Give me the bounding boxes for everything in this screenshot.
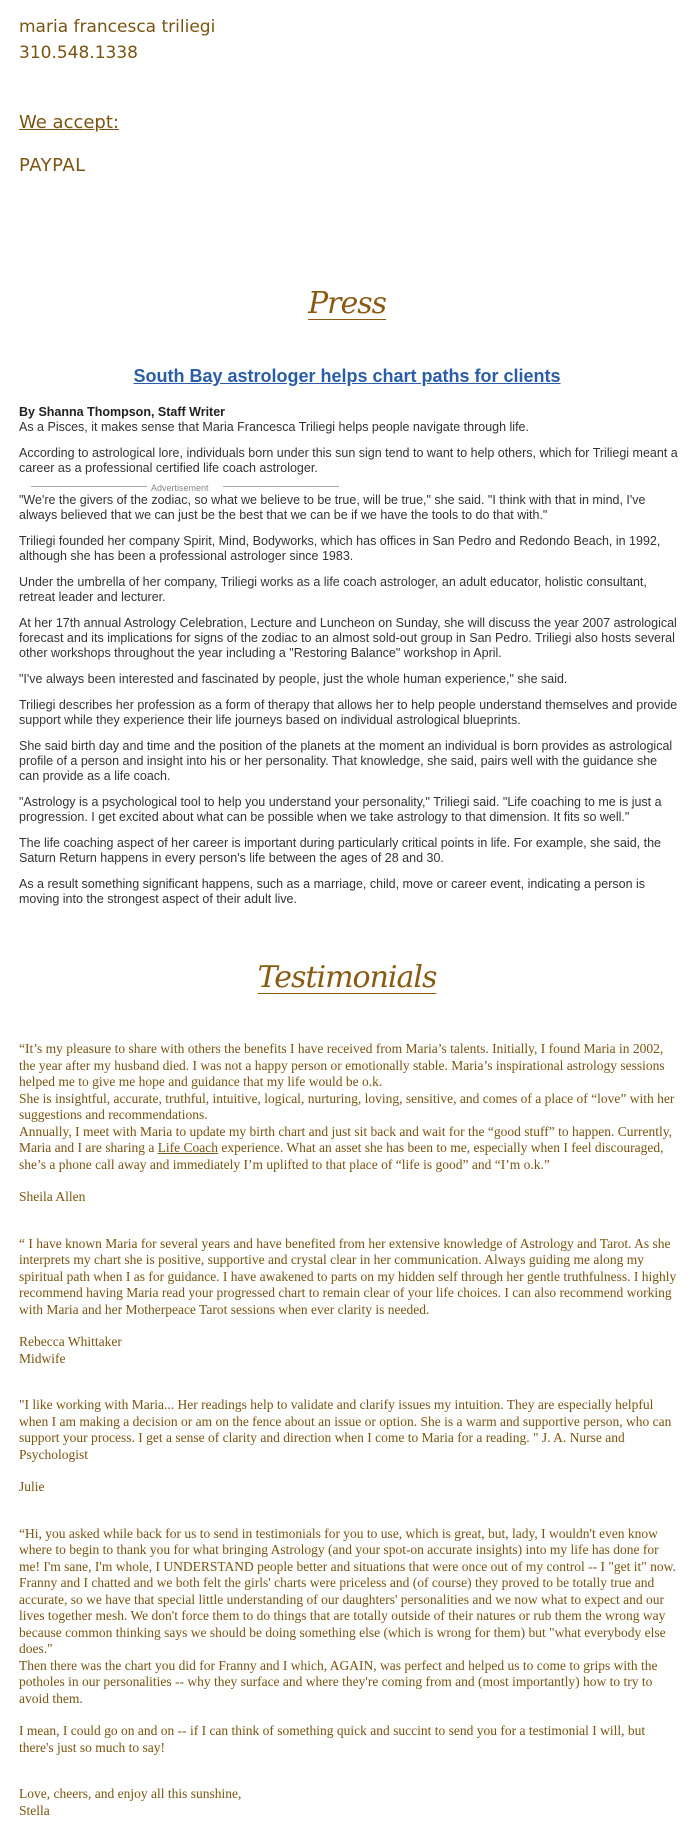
testimonial: [19, 1236, 679, 1368]
article-paragraph: "I've always been interested and fascinated by people, just the whole human experience," she said.: [19, 672, 568, 686]
article-paragraph: According to astrological lore, individuals born under this sun sign tend to want to help others, which for Triliegi meant a career as a professional certified life coach astrologer.: [19, 446, 678, 475]
testimonial: [19, 1397, 679, 1496]
life-coach-link[interactable]: Life Coach: [157, 1140, 219, 1155]
divider-line: [31, 486, 147, 487]
testimonial-author: Julie: [19, 1479, 45, 1494]
article-paragraph: Under the umbrella of her company, Triliegi works as a life coach astrologer, an adult educator, holistic consultant, retreat leader and lecturer.: [19, 575, 647, 604]
testimonial-text: “It’s my pleasure to share with others the benefits I have received from Maria’s talents. Initially, I found Maria in 2002, the year after my husband died. I was not a happy person or emotionally stable. Maria’s inspirational astrology sessions helped me to give me hope and guidance that my life would be o.k. She is insightful, accurate, truthful, intuitive, logical, nurturing, loving, sensitive, and comes of a place of “love” with her suggestions and recommendations. Annually, I meet with Maria to update my birth chart and just sit back and wait for the “good stuff” to happen. Currently, Maria and I are sharing a Life Coach experience. What an asset she has been to me, especially when I feel discouraged, she’s a phone call away and immediately I’m uplifted to that place of “life is good” and “I’m o.k.”: [19, 1041, 675, 1172]
testimonial: [19, 1041, 679, 1206]
testimonial-author-title: Midwife: [19, 1350, 66, 1366]
testimonials-list: [19, 1041, 679, 1819]
testimonial-text: “ I have known Maria for several years and have benefited from her extensive knowledge of Astrology and Tarot. As she interprets my chart she is positive, supportive and crystal clear in her communication. Always guiding me along my spiritual path when I as for guidance. I have awakened to parts on my hidden self through her gentle truthfulness. I highly recommend having Maria read your progressed chart to remain clear of your life choices. I can also recommend working with Maria and her Motherpeace Tarot sessions when ever clarity is needed.: [19, 1235, 677, 1317]
testimonial: [19, 1526, 679, 1820]
press-headline-link[interactable]: South Bay astrologer helps chart paths for clients: [133, 366, 561, 386]
advertisement-divider: [19, 481, 679, 493]
testimonial-author: Sheila Allen: [19, 1189, 86, 1204]
testimonial-text: “Hi, you asked while back for us to send in testimonials for you to use, which is great, but, lady, I wouldn't even know where to begin to thank you for what bringing Astrology (and your spot-on accurate insights) into my life has done for me! I'm sane, I'm whole, I UNDERSTAND people better and situations that were once out of my control -- I "get it" now. Franny and I chatted and we both felt the girls' charts were priceless and (of course) they proved to be totally true and accurate, so we have that special little understanding of our daughters' personalities and we now what to expect and our lives together mesh. We don't force them to do things that are totally outside of their natures or rub them the wrong way because common thinking says we should be doing something else (which is wrong for them) but "what everybody else does." Then there was the chart you did for Franny and I which, AGAIN, was perfect and helped us to come to grips with the potholes in our personalities -- why they surface and where they're coming from and (most importantly) how to try to avoid them.: [19, 1525, 676, 1706]
advertisement-label: Advertisement: [151, 483, 209, 493]
article-paragraph: Triliegi describes her profession as a form of therapy that allows her to help people understand themselves and provide support while they experience their life journeys based on individual astrological blueprints.: [19, 698, 678, 727]
article-byline: By Shanna Thompson, Staff Writer: [19, 405, 226, 419]
article-paragraph: She said birth day and time and the position of the planets at the moment an individual is born provides as astrological profile of a person and insight into his or her personality. That knowledge, she said, pairs well with the guidance she can provide as a life coach.: [19, 739, 673, 783]
article-paragraph: The life coaching aspect of her career is important during particularly critical points in life. For example, she said, the Saturn Return happens in every person's life between the ages of 28 and 30.: [19, 836, 661, 865]
payment-heading: We accept:: [19, 112, 119, 133]
divider-line: [223, 486, 339, 487]
testimonials-section-title: Testimonials: [257, 960, 437, 995]
press-section-title: Press: [307, 286, 387, 321]
contact-block: [19, 14, 215, 66]
testimonial-author: Rebecca Whittaker: [19, 1334, 122, 1349]
testimonial-author: Stella: [19, 1802, 50, 1818]
contact-phone: 310.548.1338: [19, 43, 138, 63]
testimonial-text: "I like working with Maria... Her readings help to validate and clarify issues my intuition. They are especially helpful when I am making a decision or am on the fence about an issue or option. She is a warm and supportive person, who can support your process. I get a sense of clarity and direction when I come to Maria for a reading. " J. A. Nurse and Psychologist: [19, 1397, 672, 1462]
testimonial-text: I mean, I could go on and on -- if I can think of something quick and succint to send you for a testimonial I will, but there's just so much to say!: [19, 1723, 646, 1755]
press-article: [19, 405, 679, 918]
article-paragraph: "Astrology is a psychological tool to help you understand your personality," Triliegi said. "Life coaching to me is just a progression. I get excited about what can be possible when we take astrology to that dimension. It fits so well.": [19, 795, 662, 824]
payment-method: PAYPAL: [19, 155, 86, 176]
contact-name: maria francesca triliegi: [19, 17, 216, 37]
article-paragraph: Triliegi founded her company Spirit, Mind, Bodyworks, which has offices in San Pedro and Redondo Beach, in 1992, although she has been a professional astrologer since 1983.: [19, 534, 661, 563]
article-paragraph: As a Pisces, it makes sense that Maria Francesca Triliegi helps people navigate through life.: [19, 420, 529, 434]
testimonial-closing: Love, cheers, and enjoy all this sunshine,: [19, 1786, 242, 1801]
article-paragraph: As a result something significant happens, such as a marriage, child, move or career event, indicating a person is moving into the strongest aspect of their adult live.: [19, 877, 646, 906]
article-paragraph: At her 17th annual Astrology Celebration, Lecture and Luncheon on Sunday, she will discuss the year 2007 astrological forecast and its implications for signs of the zodiac to an almost sold-out group in San Pedro. Triliegi also hosts several other workshops throughout the year including a "Restoring Balance" workshop in April.: [19, 616, 677, 660]
article-paragraph: "We're the givers of the zodiac, so what we believe to be true, will be true," she said. "I think with that in mind, I've always believed that we can just be the best that we can be if we have the tools to do that with.": [19, 493, 646, 522]
